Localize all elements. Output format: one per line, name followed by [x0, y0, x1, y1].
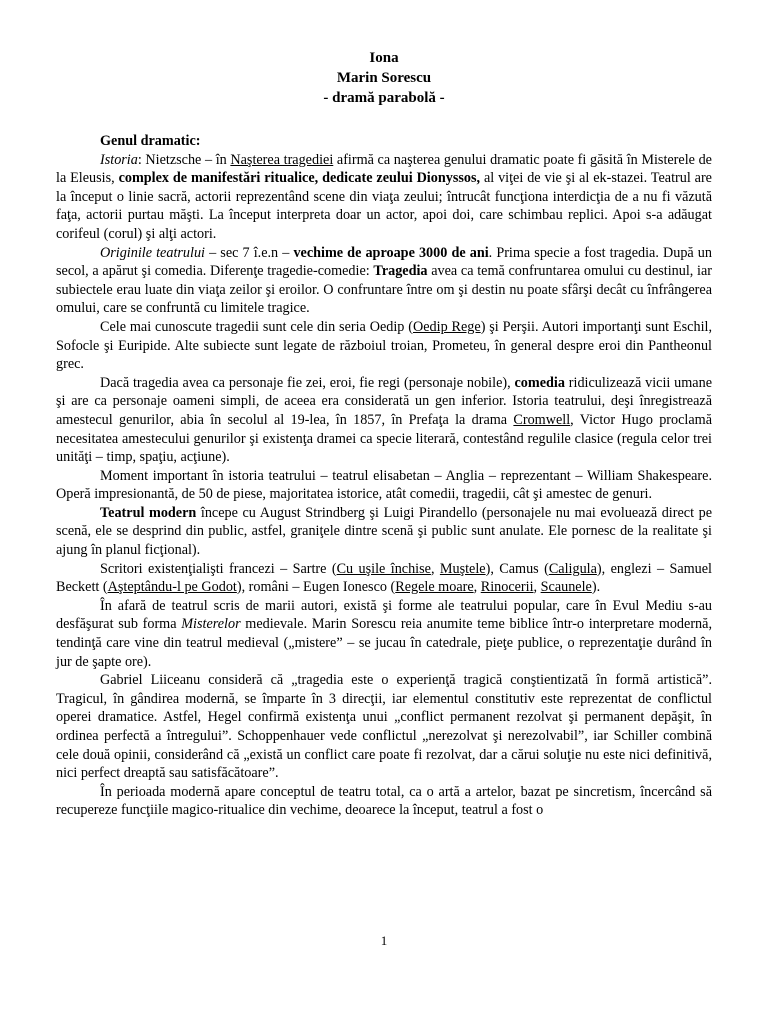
paragraph-text: Moment important în istoria teatrului – teatrul elisabetan – Anglia – reprezentant – William Shakespeare. Operă impresionantă, de 50 de piese, majoritatea istorice, atât comedii, tragedii, cât şi amestec de genuri.: [56, 467, 712, 503]
paragraph-elisabetan: [56, 467, 712, 504]
paragraph-text: În perioada modernă apare conceptul de teatru total, ca o artă a artelor, bazat pe sincretism, încercând să recupereze funcţiile magico-ritualice din vechime, deoarece la început, teatrul a fost o: [56, 783, 712, 819]
emphasis-text: Misterelor: [181, 616, 241, 633]
document-title: Iona: [369, 50, 399, 66]
emphasis-text: vechime de aproape 3000 de ani: [293, 244, 489, 261]
paragraph-text: ,: [533, 579, 541, 596]
paragraph-text: ).: [591, 579, 601, 596]
book-title: Cromwell: [513, 411, 571, 428]
paragraph-text: începe cu August Strindberg şi Luigi Pirandello (personajele nu mai evoluează direct pe scenă, ele se desprind din public, astfel, graniţele dintre scenă şi public sunt anulate. Ele pornesc de la realitate şi ajung în planul ficţional).: [56, 504, 712, 559]
paragraph-originile: [56, 244, 712, 318]
book-title: Naşterea tragediei: [230, 151, 334, 168]
paragraph-teatru-total: [56, 783, 712, 820]
document-subtitle: - dramă parabolă -: [323, 90, 445, 106]
paragraph-text: ), Camus (: [485, 560, 549, 577]
paragraph-text: , Victor Hugo proclamă necesitatea amestecului genurilor şi existenţa dramei ca specie literară, contestând regulile clasice (regula celor trei unităţi – timp, spaţiu, acţiune).: [56, 411, 712, 466]
book-title: Cu uşile închise: [336, 560, 431, 577]
document-body: [56, 132, 712, 820]
paragraph-text: ), englezi – Samuel Beckett (: [56, 560, 712, 596]
paragraph-text: Originile teatrului: [100, 244, 205, 261]
paragraph-text: Dacă tragedia avea ca personaje fie zei, eroi, fie regi (personaje nobile),: [100, 374, 515, 391]
paragraph-comedia: [56, 374, 712, 467]
paragraph-text: Istoria: [100, 151, 138, 168]
paragraph-text: ), români – Eugen Ionesco (: [236, 579, 396, 596]
paragraph-text: Scritori existenţialişti francezi – Sartre (: [100, 560, 337, 577]
book-title: Regele moare: [395, 579, 474, 596]
document-header: [0, 48, 768, 108]
paragraph-text: Cele mai cunoscute tragedii sunt cele din seria Oedip (: [100, 318, 413, 335]
paragraph-teatrul-modern: [56, 504, 712, 560]
paragraph-text: – sec 7 î.e.n –: [205, 244, 294, 261]
paragraph-text: ,: [430, 560, 440, 577]
book-title: Caligula: [548, 560, 597, 577]
book-title: Muştele: [439, 560, 486, 577]
paragraph-text: Gabriel Liiceanu consideră că „tragedia este o experienţă tragică conştientizată în formă artistică”. Tragicul, în gândirea modernă, se împarte în 3 direcţii, iar elementul constitutiv este reprezentat de conflictul operei dramatice. Astfel, Hegel confirmă existenţa unui „conflict permanent rezolvat şi permanent depăşit, în ordinea perfectă a întregului”. Schoppenhauer vede conflictul „nerezolvat şi nerezolvabil”, iar Schiller combină cele două opinii, considerând că „există un conflict care poate fi rezolvat, dar a cărui soluţie nu este nici definitivă, nici perfect dreaptă sau satisfăcătoare”.: [56, 672, 712, 782]
paragraph-liiceanu: [56, 671, 712, 783]
paragraph-text: al viţei de vie şi al ek-stazei. Teatrul are la început o linie sacră, actorii reprezentând scene din viaţa zeului; întrucât funcţiona interdicţia de a nu fi văzută faţa, actorii purtau măşti. La început interpreta doar un actor, apoi doi, care schimbau replici. Apoi s-a adăugat corifeul (corul) şi alţi actori.: [56, 170, 712, 242]
paragraph-text: . Prima specie a fost tragedia. După un secol, a apărut şi comedia. Diferenţe tragedie-comedie:: [56, 244, 712, 280]
paragraph-text: În afară de teatrul scris de marii autori, există şi forme ale teatrului popular, care în Evul Mediu s-au desfăşurat sub forma: [56, 597, 712, 633]
paragraph-existentialisti: [56, 560, 712, 597]
paragraph-text: avea ca temă confruntarea omului cu destinul, iar subiectele erau luate din viaţa zeilor şi eroilor. O confruntare între om şi destin nu poate sfârşi decât cu înfrângerea omului, care se confruntă cu limitele tragice.: [56, 263, 713, 317]
emphasis-text: Tragedia: [373, 263, 428, 280]
paragraph-text: ridiculizează vicii umane şi are ca personaje oameni simpli, de aceea era considerată un gen inferior. Istoria teatrului, deşi înregistrează amestecul genurilor, abia în secolul al 19-lea, în 1857, în Prefaţa la drama: [56, 374, 712, 428]
book-title: Rinocerii: [480, 579, 534, 596]
paragraph-text: ,: [473, 579, 481, 596]
book-title: Scaunele: [540, 579, 592, 596]
paragraph-text: medievale. Marin Sorescu reia anumite teme biblice într-o interpretare modernă, tendinţă care vine din teatrul medieval („mistere” – se jucau în catedrale, pieţe publice, o reprezentaţie durând în jur de şapte ore).: [56, 616, 712, 670]
page-number: 1: [380, 933, 388, 948]
document-author: Marin Sorescu: [336, 70, 432, 86]
paragraph-text: ) şi Perşii. Autori importanţi sunt Eschil, Sofocle şi Euripide. Alte subiecte sunt legate de războiul troian, Prometeu, în general despre eroi din Pantheonul grec.: [56, 318, 712, 373]
book-title: Aşteptându-l pe Godot: [107, 579, 237, 596]
book-title: Oedip Rege: [412, 318, 481, 335]
paragraph-istoria: [56, 151, 712, 244]
emphasis-text: comedia: [514, 374, 565, 391]
emphasis-text: Teatrul modern: [100, 504, 197, 521]
paragraph-text: afirmă ca naşterea genului dramatic poate fi găsită în Misterele de la Eleusis,: [56, 151, 712, 187]
emphasis-text: complex de manifestări ritualice, dedicate zeului Dionyssos,: [118, 170, 481, 187]
paragraph-teatrul-popular: [56, 597, 712, 671]
section-heading: Genul dramatic:: [100, 133, 201, 149]
paragraph-tragedii: [56, 318, 712, 374]
paragraph-text: : Nietzsche – în: [137, 151, 231, 168]
